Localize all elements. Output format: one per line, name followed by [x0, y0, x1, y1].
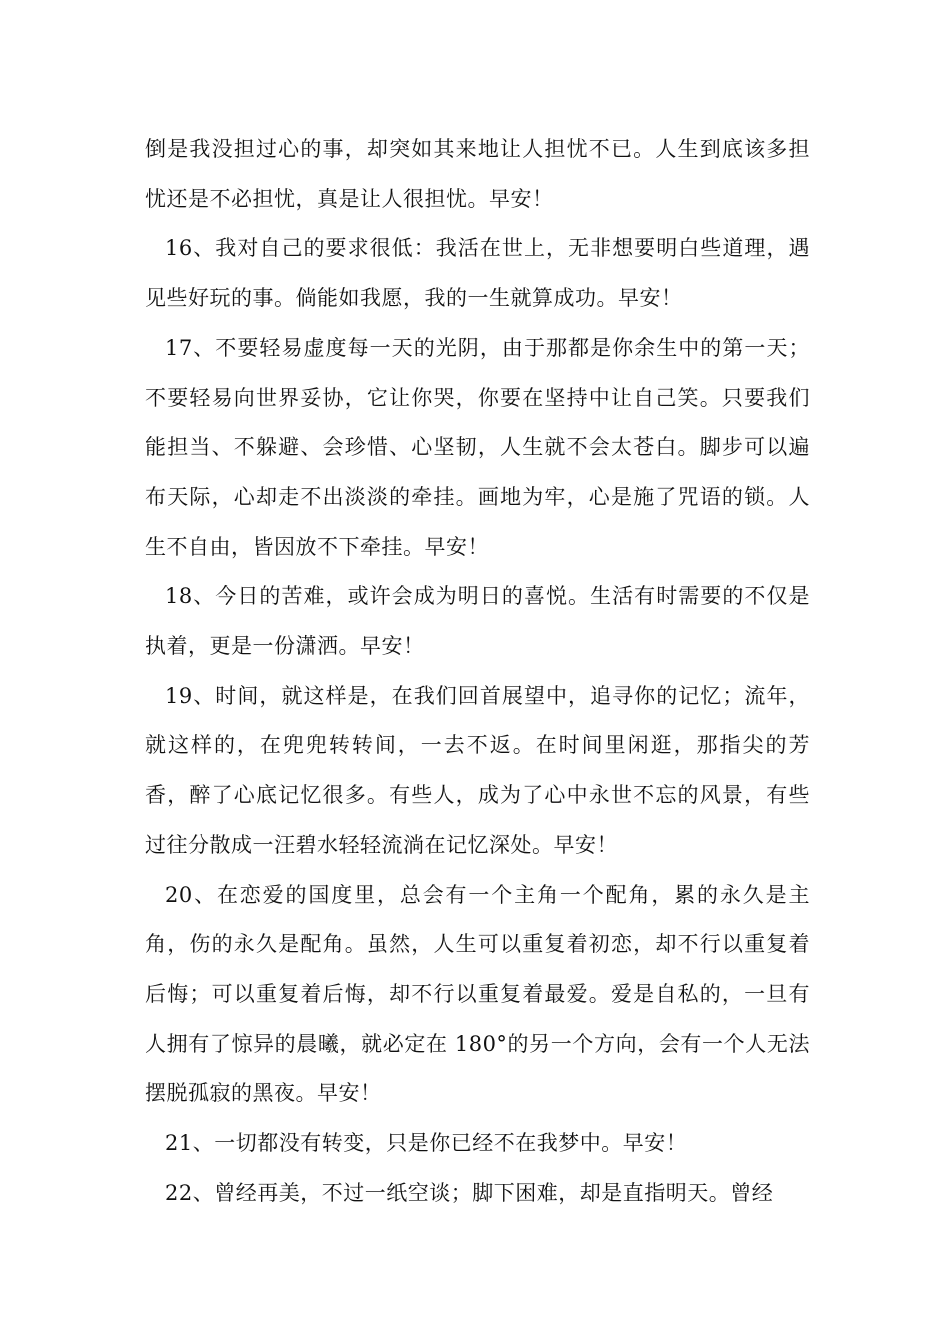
- paragraph-20: 20、在恋爱的国度里，总会有一个主角一个配角，累的永久是主角，伤的永久是配角。虽然，人生可以重复着初恋，却不行以重复着后悔；可以重复着后悔，却不行以重复着最爱。爱是自私的，一旦有人拥有了惊异的晨曦，就必定在 180°的另一个方向，会有一个人无法摆脱孤寂的黑夜。早安！: [145, 882, 810, 1106]
- paragraph-continuation: 倒是我没担过心的事，却突如其来地让人担忧不已。人生到底该多担忧还是不必担忧，真是让人很担忧。早安！: [145, 137, 810, 211]
- paragraph-19: 19、时间，就这样是，在我们回首展望中，追寻你的记忆；流年，就这样的，在兜兜转转间，一去不返。在时间里闲逛，那指尖的芳香，醉了心底记忆很多。有些人，成为了心中永世不忘的风景，有些过往分散成一汪碧水轻轻流淌在记忆深处。早安！: [145, 683, 810, 857]
- paragraph-21: 21、一切都没有转变，只是你已经不在我梦中。早安！: [165, 1131, 688, 1156]
- paragraph-22: 22、曾经再美，不过一纸空谈；脚下困难，却是直指明天。曾经: [165, 1180, 774, 1205]
- document-page: [145, 125, 810, 1218]
- paragraph-16: 16、我对自己的要求很低：我活在世上，无非想要明白些道理，遇见些好玩的事。倘能如我愿，我的一生就算成功。早安！: [145, 236, 810, 311]
- paragraph-17: 17、不要轻易虚度每一天的光阴，由于那都是你余生中的第一天；不要轻易向世界妥协，它让你哭，你要在坚持中让自己笑。只要我们能担当、不躲避、会珍惜、心坚韧，人生就不会太苍白。脚步可以遍布天际，心却走不出淡淡的牵挂。画地为牢，心是施了咒语的锁。人生不自由，皆因放不下牵挂。早安！: [145, 335, 810, 559]
- paragraph-18: 18、今日的苦难，或许会成为明日的喜悦。生活有时需要的不仅是执着，更是一份潇洒。早安！: [145, 584, 810, 659]
